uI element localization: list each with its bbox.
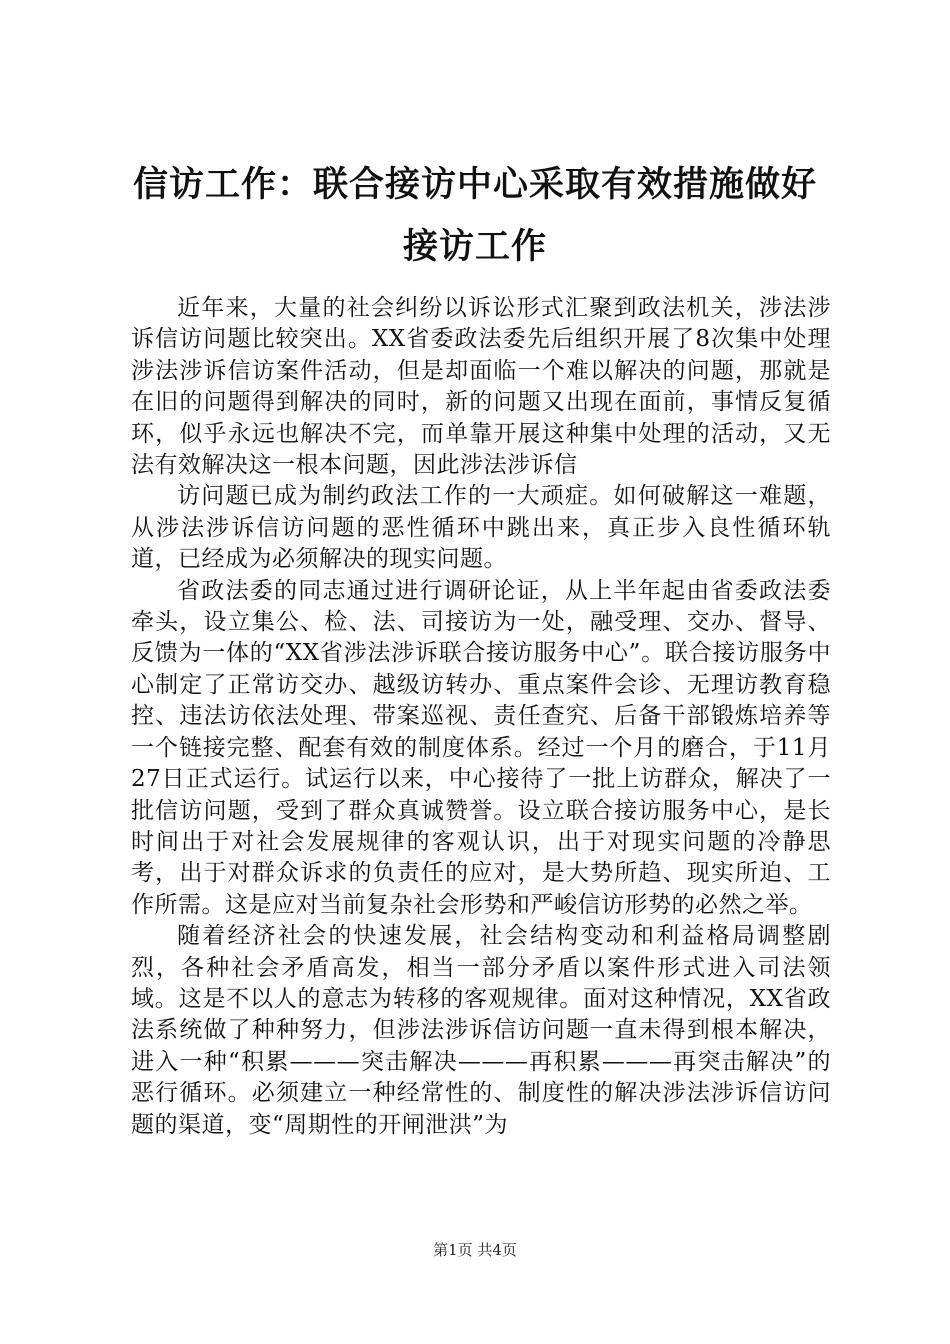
body-paragraph-3: 省政法委的同志通过进行调研论证，从上半年起由省委政法委牵头，设立集公、检、法、司接访为一处，融受理、交办、督导、反馈为一体的“XX省涉法涉诉联合接访服务中心”。联合接访服务中心制定了正常访交办、越级访转办、重点案件会诊、无理访教育稳控、违法访依法处理、带案巡视、责任查究、后备干部锻炼培养等一个链接完整、配套有效的制度体系。经过一个月的磨合，于11月27日正式运行。试运行以来，中心接待了一批上访群众，解决了一批信访问题，受到了群众真诚赞誉。设立联合接访服务中心，是长时间出于对社会发展规律的客观认识，出于对现实问题的冷静思考，出于对群众诉求的负责任的应对，是大势所趋、现实所迫、工作所需。这是应对当前复杂社会形势和严峻信访形势的必然之举。 <box>131 577 831 918</box>
body-paragraph-2: 访问题已成为制约政法工作的一大顽症。如何破解这一难题，从涉法涉诉信访问题的恶性循环中跳出来，真正步入良性循环轨道，已经成为必须解决的现实问题。 <box>131 483 831 573</box>
page-number-footer: 第1页 共4页 <box>433 1241 517 1259</box>
document-body <box>131 293 831 1141</box>
body-paragraph-4: 随着经济社会的快速发展，社会结构变动和利益格局调整剧烈，各种社会矛盾高发，相当一部分矛盾以案件形式进入司法领域。这是不以人的意志为转移的客观规律。面对这种情况，XX省政法系统做了种种努力，但涉法涉诉信访问题一直未得到根本解决，进入一种“积累———突击解决———再积累———再突击解决”的恶行循环。必须建立一种经常性的、制度性的解决涉法涉诉信访问题的渠道，变“周期性的开闸泄洪”为 <box>131 923 831 1138</box>
body-paragraph-1: 近年来，大量的社会纠纷以诉讼形式汇聚到政法机关，涉法涉诉信访问题比较突出。XX省委政法委先后组织开展了8次集中处理涉法涉诉信访案件活动，但是却面临一个难以解决的问题，那就是在旧的问题得到解决的同时，新的问题又出现在面前，事情反复循环，似乎永远也解决不完，而单靠开展这种集中处理的活动，又无法有效解决这一根本问题，因此涉法涉诉信 <box>131 295 831 479</box>
document-title: 信访工作：联合接访中心采取有效措施做好接访工作 <box>132 164 817 267</box>
